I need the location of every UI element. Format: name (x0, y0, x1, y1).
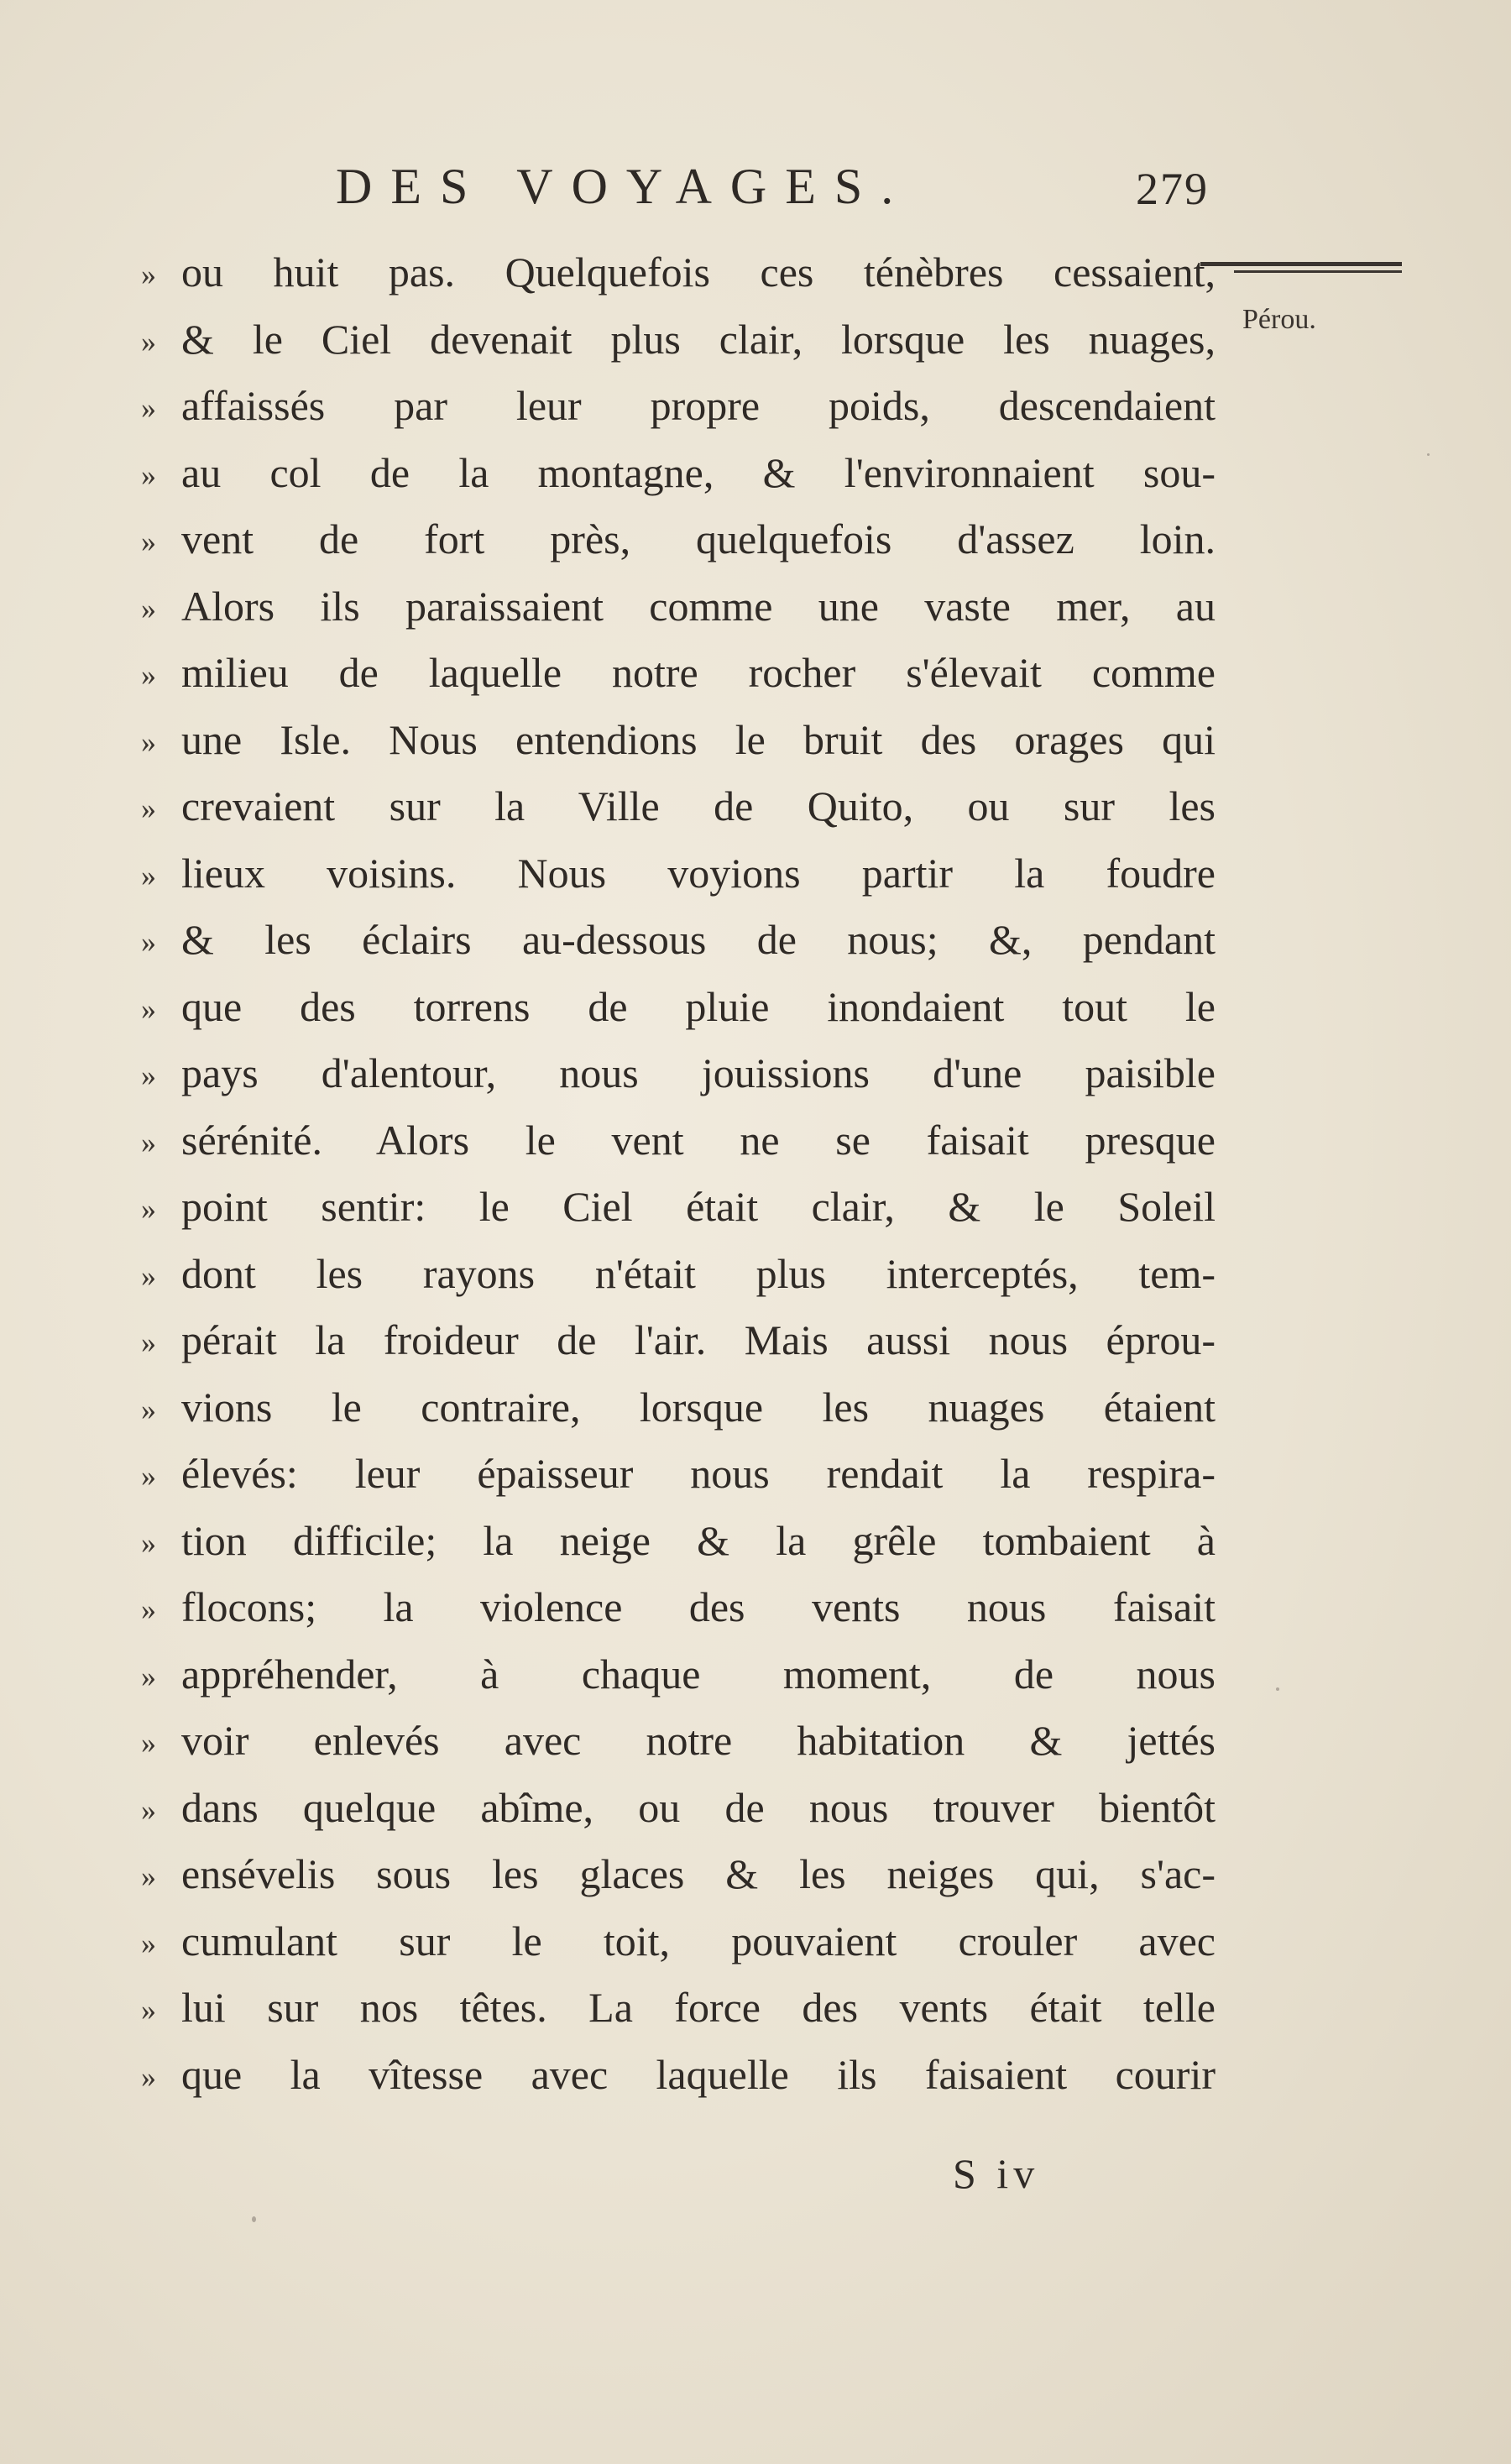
page-header (336, 158, 1209, 217)
text-line (141, 1508, 1216, 1575)
margin-rule (1200, 262, 1402, 275)
text-line (141, 440, 1216, 507)
quotation-mark: » (141, 725, 156, 759)
margin-rule-thin (1234, 270, 1402, 273)
line-text: élevés: leur épaisseur nous rendait la respira- (181, 1450, 1216, 1497)
text-line (141, 1775, 1216, 1842)
line-text: vions le contraire, lorsque les nuages étaient (181, 1383, 1216, 1431)
line-text: flocons; la violence des vents nous faisait (181, 1583, 1216, 1630)
line-text: dont les rayons n'était plus interceptés, tem- (181, 1249, 1216, 1297)
quotation-mark: » (141, 658, 156, 692)
quotation-mark: » (141, 324, 156, 358)
margin-rule-thick (1200, 262, 1402, 266)
quotation-mark: » (141, 591, 156, 625)
line-text: crevaient sur la Ville de Quito, ou sur les (181, 782, 1216, 829)
margin-note: Pérou. (1242, 304, 1316, 335)
quotation-mark: » (141, 858, 156, 892)
text-line (141, 1574, 1216, 1641)
text-line (141, 239, 1216, 306)
text-line (141, 373, 1216, 440)
page-number: 279 (1136, 164, 1209, 214)
text-line (141, 1441, 1216, 1508)
line-text: appréhender, à chaque moment, de nous (181, 1650, 1216, 1698)
quotation-mark: » (141, 1392, 156, 1426)
text-line (141, 1374, 1216, 1441)
quotation-mark: » (141, 1860, 156, 1893)
line-text: pays d'alentour, nous jouissions d'une paisible (181, 1049, 1216, 1096)
line-text: vent de fort près, quelquefois d'assez loin. (181, 515, 1216, 562)
text-line (141, 1641, 1216, 1708)
line-text: & le Ciel devenait plus clair, lorsque les nuages, (181, 315, 1216, 363)
text-line (141, 773, 1216, 840)
paper-speck (252, 2216, 256, 2222)
line-text: cumulant sur le toit, pouvaient crouler avec (181, 1917, 1216, 1964)
line-text: au col de la montagne, & l'environnaient sou- (181, 448, 1216, 496)
line-text: dans quelque abîme, ou de nous trouver bientôt (181, 1783, 1216, 1831)
line-text: point sentir: le Ciel était clair, & le Soleil (181, 1183, 1216, 1230)
text-line (141, 974, 1216, 1041)
quotation-mark: » (141, 1993, 156, 2027)
paper-speck (1276, 1687, 1279, 1691)
quotation-mark: » (141, 458, 156, 492)
line-text: ou huit pas. Quelquefois ces ténèbres cessaient, (181, 248, 1216, 296)
text-line (141, 1174, 1216, 1241)
line-text: pérait la froideur de l'air. Mais aussi nous éprou- (181, 1316, 1216, 1363)
line-text: lieux voisins. Nous voyions partir la foudre (181, 849, 1216, 897)
quotation-mark: » (141, 1792, 156, 1827)
text-line (141, 1107, 1216, 1174)
line-text: une Isle. Nous entendions le bruit des orages qui (181, 715, 1216, 763)
running-title: DES VOYAGES. (336, 159, 912, 214)
quotation-mark: » (141, 1659, 156, 1693)
line-text: sérénité. Alors le vent ne se faisait presque (181, 1116, 1216, 1164)
quotation-mark: » (141, 925, 156, 959)
text-line (141, 1975, 1216, 2042)
quotation-mark: » (141, 1192, 156, 1226)
quotation-mark: » (141, 1125, 156, 1159)
quotation-mark: » (141, 792, 156, 825)
text-line (141, 840, 1216, 908)
quotation-mark: » (141, 391, 156, 425)
quotation-mark: » (141, 258, 156, 291)
line-text: tion difficile; la neige & la grêle tombaient à (181, 1516, 1216, 1564)
line-text: & les éclairs au-dessous de nous; &, pendant (181, 916, 1216, 963)
text-line (141, 506, 1216, 573)
quotation-mark: » (141, 1258, 156, 1293)
quotation-mark: » (141, 1926, 156, 1960)
quotation-mark: » (141, 1326, 156, 1359)
text-line (141, 573, 1216, 641)
text-line (141, 1908, 1216, 1975)
quotation-mark: » (141, 1459, 156, 1493)
text-line (141, 707, 1216, 774)
line-text: que des torrens de pluie inondaient tout le (181, 982, 1216, 1030)
text-line (141, 1708, 1216, 1775)
quotation-mark: » (141, 525, 156, 558)
text-line (141, 1241, 1216, 1308)
line-text: Alors ils paraissaient comme une vaste mer, au (181, 582, 1216, 630)
text-line (141, 306, 1216, 374)
quotation-mark: » (141, 1726, 156, 1760)
line-text: ensévelis sous les glaces & les neiges qui, s'ac- (181, 1850, 1216, 1897)
text-line (141, 2042, 1216, 2109)
quotation-mark: » (141, 1593, 156, 1626)
line-text: que la vîtesse avec laquelle ils faisaient courir (181, 2050, 1216, 2098)
text-line (141, 1040, 1216, 1107)
quotation-mark: » (141, 1525, 156, 1560)
line-text: affaissés par leur propre poids, descendaient (181, 382, 1216, 429)
signature-mark: S iv (953, 2150, 1040, 2197)
quotation-mark: » (141, 991, 156, 1026)
text-line (141, 907, 1216, 974)
quotation-mark: » (141, 1059, 156, 1092)
body-text (141, 239, 1216, 2108)
text-line (141, 1307, 1216, 1374)
paper-speck (1427, 453, 1430, 456)
line-text: milieu de laquelle notre rocher s'élevait comme (181, 649, 1216, 696)
quotation-mark: » (141, 2059, 156, 2094)
line-text: voir enlevés avec notre habitation & jettés (181, 1717, 1216, 1764)
text-line (141, 1841, 1216, 1908)
text-line (141, 640, 1216, 707)
line-text: lui sur nos têtes. La force des vents était telle (181, 1984, 1216, 2031)
